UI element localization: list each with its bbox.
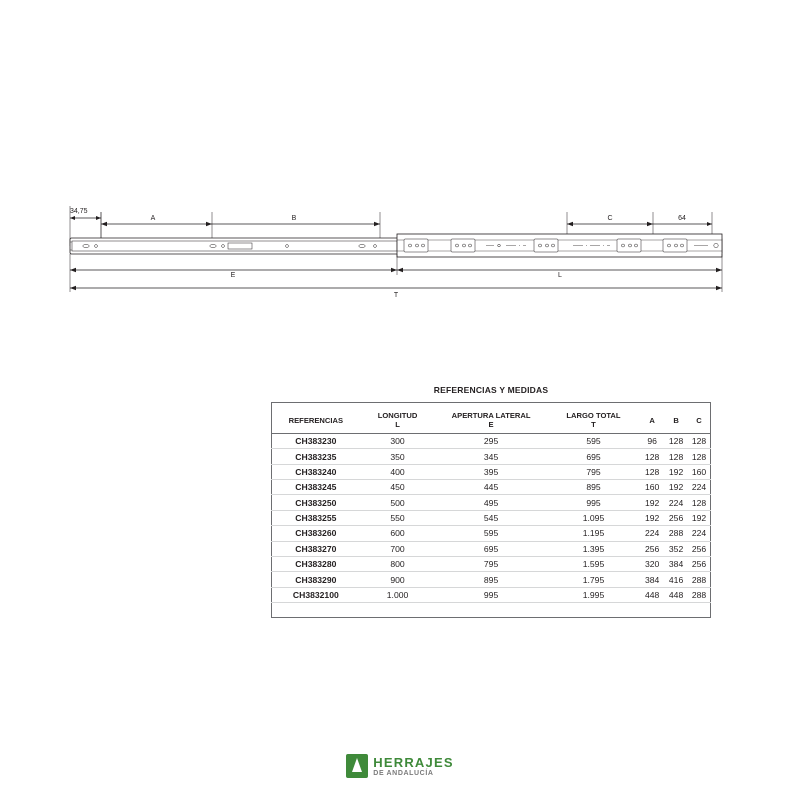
cell-c: 256: [688, 556, 710, 571]
cell-e: 295: [435, 434, 546, 449]
cell-l: 500: [360, 495, 436, 510]
label-a: A: [150, 215, 156, 222]
cell-a: 224: [640, 526, 664, 541]
label-e: E: [230, 272, 236, 279]
table-row: [272, 434, 711, 449]
table-row: [272, 556, 711, 571]
table-header-row: [272, 403, 711, 430]
header-b-sub: B: [673, 415, 679, 425]
cell-t: 695: [547, 449, 640, 464]
table-row: [272, 510, 711, 525]
table-row: [272, 449, 711, 464]
cell-t: 1.595: [547, 556, 640, 571]
cell-t: 895: [547, 480, 640, 495]
cell-a: 384: [640, 572, 664, 587]
cell-e: 795: [435, 556, 546, 571]
cell-c: 160: [688, 464, 710, 479]
cell-a: 128: [640, 464, 664, 479]
label-t: T: [393, 292, 399, 299]
cell-c: 256: [688, 541, 710, 556]
header-longitud-sub: L: [395, 420, 400, 430]
table-row: [272, 464, 711, 479]
cell-b: 416: [664, 572, 688, 587]
cell-t: 995: [547, 495, 640, 510]
header-referencias: [272, 403, 360, 430]
cell-c: 128: [688, 434, 710, 449]
table-row: [272, 541, 711, 556]
cell-a: 160: [640, 480, 664, 495]
cell-a: 192: [640, 510, 664, 525]
cell-l: 600: [360, 526, 436, 541]
cell-l: 700: [360, 541, 436, 556]
header-largo-total: [547, 403, 640, 430]
table-row: [272, 526, 711, 541]
cell-t: 1.795: [547, 572, 640, 587]
cell-l: 350: [360, 449, 436, 464]
logo-mark-icon: [346, 754, 368, 778]
cell-a: 320: [640, 556, 664, 571]
brand-logo: [0, 754, 800, 778]
drawing-svg: [0, 0, 800, 370]
cell-l: 900: [360, 572, 436, 587]
header-longitud-label: LONGITUD: [377, 411, 418, 420]
cell-e: 995: [435, 587, 546, 602]
cell-ref: CH383245: [272, 480, 360, 495]
cell-ref: CH383235: [272, 449, 360, 464]
table-row: [272, 572, 711, 587]
cell-b: 192: [664, 480, 688, 495]
header-a-sub: A: [649, 415, 655, 425]
cell-b: 352: [664, 541, 688, 556]
cell-b: 128: [664, 449, 688, 464]
header-b: [664, 403, 688, 430]
cell-a: 96: [640, 434, 664, 449]
cell-ref: CH383255: [272, 510, 360, 525]
header-largo-label: LARGO TOTAL: [566, 411, 621, 420]
cell-c: 128: [688, 495, 710, 510]
label-l: L: [558, 272, 562, 279]
header-longitud: [360, 403, 436, 430]
label-c: C: [607, 215, 613, 222]
cell-b: 256: [664, 510, 688, 525]
label-offset: 34,75: [70, 208, 88, 215]
table-body: [272, 434, 711, 618]
label-c-small: 64: [678, 215, 686, 222]
cell-e: 545: [435, 510, 546, 525]
table-bottom-padding: [272, 603, 711, 618]
cell-c: 192: [688, 510, 710, 525]
cell-c: 288: [688, 572, 710, 587]
cell-e: 395: [435, 464, 546, 479]
cell-l: 550: [360, 510, 436, 525]
cell-t: 795: [547, 464, 640, 479]
cell-e: 895: [435, 572, 546, 587]
technical-drawing: [0, 0, 800, 370]
cell-t: 1.995: [547, 587, 640, 602]
logo-main-text: HERRAJES: [373, 754, 454, 770]
cell-l: 1.000: [360, 587, 436, 602]
cell-e: 695: [435, 541, 546, 556]
cell-e: 495: [435, 495, 546, 510]
table-title: REFERENCIAS Y MEDIDAS: [433, 385, 549, 395]
references-table: [271, 402, 711, 618]
cell-ref: CH383250: [272, 495, 360, 510]
cell-b: 128: [664, 434, 688, 449]
label-b: B: [291, 215, 297, 222]
cell-a: 192: [640, 495, 664, 510]
cell-b: 192: [664, 464, 688, 479]
cell-ref: CH383270: [272, 541, 360, 556]
cell-ref: CH383280: [272, 556, 360, 571]
cell-ref: CH3832100: [272, 587, 360, 602]
cell-l: 450: [360, 480, 436, 495]
header-referencias-label: REFERENCIAS: [288, 415, 344, 425]
cell-a: 128: [640, 449, 664, 464]
header-c: [688, 403, 710, 430]
cell-b: 384: [664, 556, 688, 571]
cell-c: 224: [688, 526, 710, 541]
cell-c: 128: [688, 449, 710, 464]
cell-l: 300: [360, 434, 436, 449]
cell-e: 345: [435, 449, 546, 464]
header-largo-sub: T: [591, 420, 596, 430]
cell-t: 1.095: [547, 510, 640, 525]
cell-c: 224: [688, 480, 710, 495]
cell-ref: CH383290: [272, 572, 360, 587]
cell-ref: CH383260: [272, 526, 360, 541]
cell-ref: CH383230: [272, 434, 360, 449]
cell-b: 288: [664, 526, 688, 541]
cell-t: 1.195: [547, 526, 640, 541]
header-apertura-label: APERTURA LATERAL: [451, 411, 531, 420]
logo-wordmark: [373, 756, 453, 777]
cell-l: 400: [360, 464, 436, 479]
references-table-block: [271, 385, 711, 618]
cell-a: 256: [640, 541, 664, 556]
cell-ref: CH383240: [272, 464, 360, 479]
header-c-sub: C: [696, 415, 702, 425]
table-row: [272, 480, 711, 495]
cell-c: 288: [688, 587, 710, 602]
cell-e: 595: [435, 526, 546, 541]
header-a: [640, 403, 664, 430]
table-row: [272, 495, 711, 510]
header-apertura-lateral: [435, 403, 546, 430]
table-row: [272, 587, 711, 602]
cell-a: 448: [640, 587, 664, 602]
logo-sub-text: DE ANDALUCÍA: [373, 769, 434, 777]
cell-b: 224: [664, 495, 688, 510]
header-apertura-sub: E: [488, 420, 494, 430]
cell-b: 448: [664, 587, 688, 602]
cell-t: 595: [547, 434, 640, 449]
cell-t: 1.395: [547, 541, 640, 556]
cell-e: 445: [435, 480, 546, 495]
cell-l: 800: [360, 556, 436, 571]
